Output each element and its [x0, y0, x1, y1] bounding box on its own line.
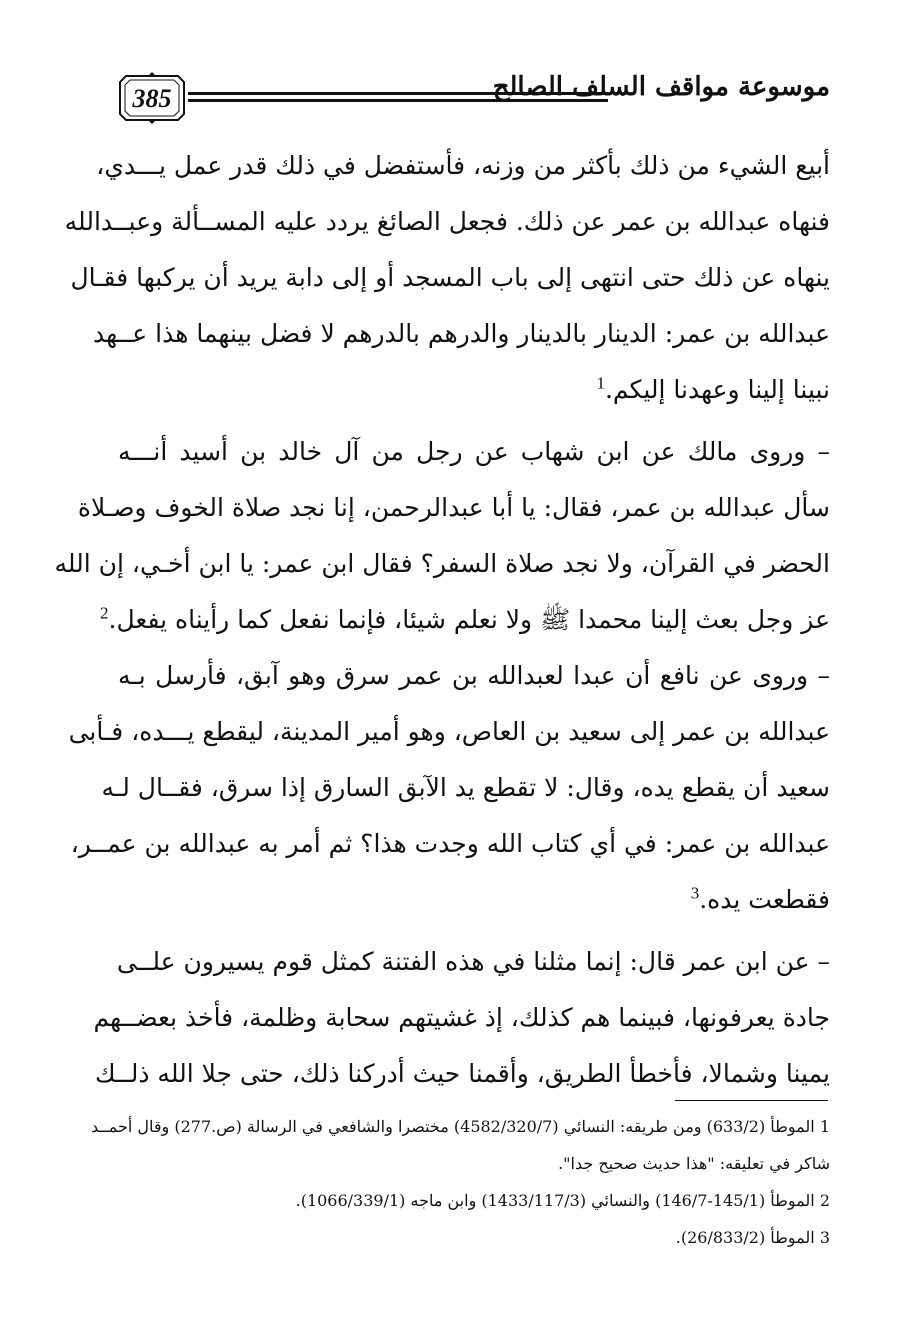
- footnote-separator: [675, 1100, 828, 1101]
- footnote-text: الموطأ (633/2) ومن طريقه: النسائي (4582/320/7) مختصرا والشافعي في الرسالة (ص.277) وقال أحمــد: [90, 1117, 815, 1136]
- page-number: 385: [132, 84, 172, 113]
- text-line: عبدالله بن عمر إلى سعيد بن العاص، وهو أمير المدينة، ليقطع يـــده، فـأبى: [68, 717, 830, 746]
- text-line: – عن ابن عمر قال: إنما مثلنا في هذه الفتنة كمثل قوم يسيرون علــى: [116, 947, 830, 976]
- text-line: [118, 362, 830, 418]
- text-line-content: فقطعت يده.: [699, 885, 830, 914]
- text-line: الحضر في القرآن، ولا نجد صلاة السفر؟ فقال ابن عمر: يا ابن أخـي، إن الله: [54, 549, 830, 578]
- footnote-text: شاكر في تعليقه: "هذا حديث صحيح جدا".: [558, 1154, 830, 1173]
- series-title: موسوعة مواقف السلف الصالح: [492, 72, 830, 102]
- text-line: سعيد أن يقطع يده، وقال: لا تقطع يد الآبق السارق إذا سرق، فقــال لـه: [101, 773, 830, 802]
- footnote-3: [118, 1219, 830, 1256]
- footnote-ref: 2: [100, 603, 109, 623]
- footnote-number: 1: [819, 1117, 830, 1136]
- footnote-text: الموطأ (26/833/2).: [675, 1228, 815, 1247]
- text-line-content: عز وجل بعث إلينا محمدا ﷺ ولا نعلم شيئا، فإنما نفعل كما رأيناه يفعل.: [108, 605, 830, 634]
- text-line: عبدالله بن عمر: في أي كتاب الله وجدت هذا؟ ثم أمر به عبدالله بن عمــر،: [70, 829, 830, 858]
- footnote-number: 3: [819, 1228, 830, 1247]
- body-text: [54, 138, 830, 1102]
- page-number-badge: [118, 72, 186, 124]
- footnote-ref: 1: [596, 373, 605, 393]
- footnote-2: [118, 1182, 830, 1219]
- text-line: عبدالله بن عمر: الدينار بالدينار والدرهم بالدرهم لا فضل بينهما هذا عــهد: [93, 319, 830, 348]
- text-line-content: نبينا إلينا وعهدنا إليكم.: [604, 375, 830, 404]
- footnote-ref: 3: [690, 883, 700, 903]
- text-line: – وروى عن نافع أن عبدا لعبدالله بن عمر سرق وهو آبق، فأرسل بـه: [118, 661, 830, 690]
- footnote-1-continued: [118, 1145, 830, 1182]
- text-line: ينهاه عن ذلك حتى انتهى إلى باب المسجد أو إلى دابة يريد أن يركبها فقـال: [70, 263, 830, 292]
- footnote-number: 2: [819, 1191, 830, 1210]
- text-line: جادة يعرفونها، فبينما هم كذلك، إذ غشيتهم سحابة وظلمة، فأخذ بعضــهم: [93, 1003, 830, 1032]
- text-line: فنهاه عبدالله بن عمر عن ذلك. فجعل الصائغ يردد عليه المســألة وعبــدالله: [64, 207, 830, 236]
- text-line: سأل عبدالله بن عمر، فقال: يا أبا عبدالرحمن، إنا نجد صلاة الخوف وصـلاة: [77, 493, 830, 522]
- footnotes: [90, 1108, 830, 1256]
- text-line: يمينا وشمالا، فأخطأ الطريق، وأقمنا حيث أدركنا ذلك، حتى جلا الله ذلــك: [95, 1059, 830, 1088]
- text-line: – وروى مالك عن ابن شهاب عن رجل من آل خالد بن أسيد أنـــه: [118, 437, 830, 466]
- text-line: [118, 872, 830, 928]
- text-line: [100, 592, 830, 648]
- page-header: [118, 68, 830, 126]
- footnote-1: [90, 1108, 830, 1145]
- text-line: أبيع الشيء من ذلك بأكثر من وزنه، فأستفضل في ذلك قدر عمل يـــدي،: [96, 151, 830, 180]
- footnote-text: الموطأ (145/1-146/7) والنسائي (1433/117/3) وابن ماجه (1066/339/1).: [295, 1191, 815, 1210]
